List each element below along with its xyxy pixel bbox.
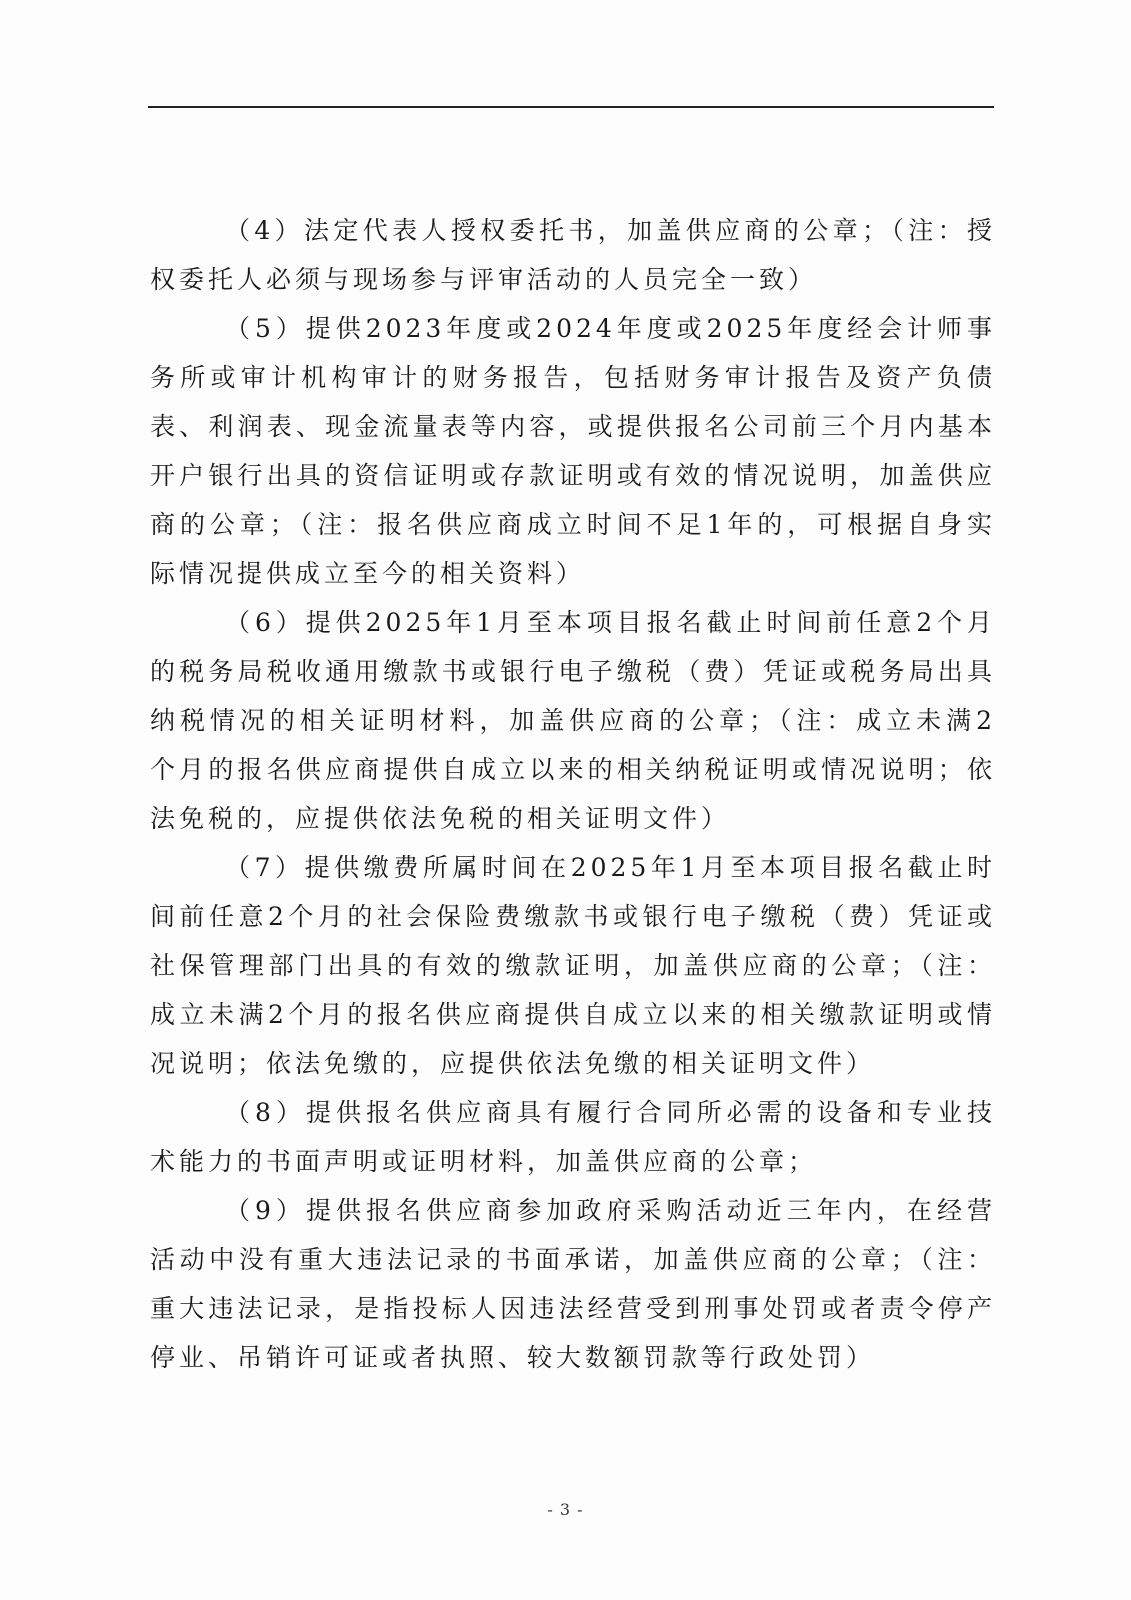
header-rule <box>148 106 994 108</box>
paragraph-item-9: （9）提供报名供应商参加政府采购活动近三年内，在经营活动中没有重大违法记录的书面承诺，加盖供应商的公章；（注：重大违法记录，是指投标人因违法经营受到刑事处罚或者责令停产停业、吊销许可证或者执照、较大数额罚款等行政处罚） <box>150 1196 996 1372</box>
paragraph-item-7: （7）提供缴费所属时间在2025年1月至本项目报名截止时间前任意2个月的社会保险费缴款书或银行电子缴税（费）凭证或社保管理部门出具的有效的缴款证明，加盖供应商的公章；（注：成立未满2个月的报名供应商提供自成立以来的相关缴款证明或情况说明；依法免缴的，应提供依法免缴的相关证明文件） <box>150 853 996 1078</box>
paragraph-item-4: （4）法定代表人授权委托书，加盖供应商的公章；（注：授权委托人必须与现场参与评审活动的人员完全一致） <box>150 216 996 294</box>
paragraph-item-5: （5）提供2023年度或2024年度或2025年度经会计师事务所或审计机构审计的财务报告，包括财务审计报告及资产负债表、利润表、现金流量表等内容，或提供报名公司前三个月内基本开户银行出具的资信证明或存款证明或有效的情况说明，加盖供应商的公章；（注：报名供应商成立时间不足1年的，可根据自身实际情况提供成立至今的相关资料） <box>150 314 996 588</box>
page-number: - 3 - <box>547 1500 584 1519</box>
document-body <box>150 206 996 1382</box>
paragraph-item-8: （8）提供报名供应商具有履行合同所必需的设备和专业技术能力的书面声明或证明材料，加盖供应商的公章； <box>150 1098 996 1176</box>
paragraph-item-6: （6）提供2025年1月至本项目报名截止时间前任意2个月的税务局税收通用缴款书或银行电子缴税（费）凭证或税务局出具纳税情况的相关证明材料，加盖供应商的公章；（注：成立未满2个月的报名供应商提供自成立以来的相关纳税证明或情况说明；依法免税的，应提供依法免税的相关证明文件） <box>150 608 996 833</box>
